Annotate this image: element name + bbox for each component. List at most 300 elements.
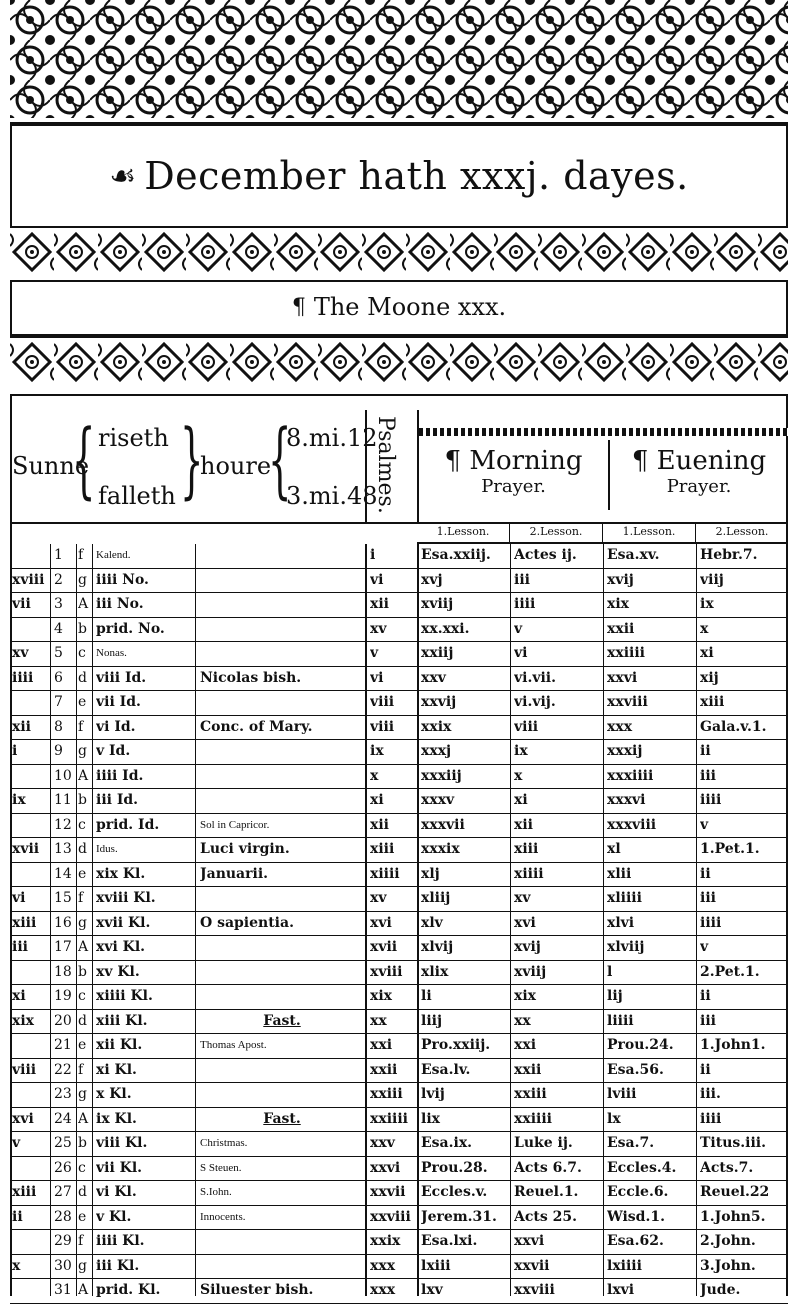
feast-day: Innocents. [200, 1210, 246, 1223]
moon-band [10, 280, 788, 336]
evening-lesson2: iii. [700, 1086, 721, 1102]
golden-number: xvii [12, 841, 40, 857]
morning-lesson1: Pro.xxiij. [421, 1037, 491, 1053]
morning-lesson1: xxxv [421, 792, 455, 808]
morning-lesson2: xx [514, 1012, 531, 1029]
psalm-number: xv [370, 620, 387, 637]
psalm-number: x [370, 767, 379, 784]
dominical-letter: f [78, 1061, 84, 1078]
evening-lesson1: xliiii [607, 890, 642, 906]
dominical-letter: g [78, 914, 87, 931]
table-row [10, 544, 788, 569]
dominical-letter: c [78, 645, 86, 661]
roman-date: xiii Kl. [96, 1012, 148, 1029]
table-row [10, 667, 788, 692]
feast-day: Fast. [263, 1110, 301, 1127]
morning-lesson1: xxvij [421, 694, 457, 710]
roman-date: xvi Kl. [96, 939, 146, 955]
evening-label: Euening [656, 446, 767, 476]
morning-lesson1: xlvij [421, 939, 454, 955]
day-number: 29 [54, 1233, 72, 1249]
morning-lesson1: xxiij [421, 645, 454, 661]
table-row [10, 863, 788, 888]
evening-lesson2: 3.John. [700, 1257, 756, 1274]
table-row [10, 814, 788, 839]
roman-date: xviii Kl. [96, 890, 156, 906]
morning-lesson1: Prou.28. [421, 1159, 488, 1176]
evening-lesson2: 1.Pet.1. [700, 841, 760, 857]
calendar-table [10, 544, 788, 1304]
morning-lesson1: li [421, 988, 432, 1004]
evening-lesson2: Gala.v.1. [700, 718, 767, 735]
psalm-number: xxiii [370, 1086, 403, 1102]
day-number: 14 [54, 865, 72, 882]
roman-date: iii Id. [96, 792, 139, 808]
evening-lesson2: 2.Pet.1. [700, 963, 760, 980]
morning-lesson2: vi.vii. [514, 669, 556, 686]
roman-date: vii Kl. [96, 1159, 143, 1176]
day-number: 2 [54, 571, 63, 588]
table-row [10, 716, 788, 741]
golden-number [12, 691, 50, 715]
morning-prayer-header [419, 410, 608, 522]
feast-day: Conc. of Mary. [200, 718, 313, 735]
feast-day [200, 593, 364, 617]
day-number: 21 [54, 1037, 72, 1053]
day-number: 11 [54, 792, 72, 808]
roman-date: xi Kl. [96, 1061, 137, 1078]
left-brace-icon: { [268, 413, 292, 508]
day-number: 17 [54, 939, 72, 955]
morning-lesson1: xxix [421, 718, 452, 735]
feast-day: Thomas Apost. [200, 1039, 267, 1051]
morning-lesson2: x [514, 767, 523, 784]
psalm-number: xiiii [370, 865, 400, 882]
table-row [10, 1279, 788, 1304]
psalmes-header [367, 410, 419, 522]
golden-number: iiii [12, 669, 34, 686]
roman-date: iii Kl. [96, 1257, 140, 1274]
golden-number [12, 1157, 50, 1181]
evening-lesson1: lxvi [607, 1282, 635, 1298]
roman-date: prid. Id. [96, 816, 160, 833]
dominical-letter: b [78, 792, 87, 808]
morning-lesson1-header: 1.Lesson. [417, 522, 510, 542]
dominical-letter: d [78, 669, 87, 686]
morning-lesson1: Esa.lv. [421, 1061, 471, 1078]
feast-day [200, 1059, 364, 1083]
psalm-number: v [370, 645, 379, 661]
evening-lesson1: Esa.xv. [607, 547, 660, 563]
golden-number: ii [12, 1208, 23, 1225]
morning-lesson1: Esa.lxi. [421, 1233, 478, 1249]
morning-lesson1: xxv [421, 669, 446, 686]
morning-lesson2: xiii [514, 841, 539, 857]
sunne-label: Sunne [12, 452, 90, 480]
psalm-number: xi [370, 792, 384, 808]
evening-lesson2: xiii [700, 694, 725, 710]
evening-lesson1: xlviij [607, 939, 645, 955]
day-number: 26 [54, 1159, 72, 1176]
evening-lesson2: viij [700, 571, 724, 588]
morning-lesson1: lxiii [421, 1257, 451, 1274]
evening-lesson1: lx [607, 1110, 621, 1127]
dominical-letter: f [78, 547, 84, 563]
morning-lesson1: lvij [421, 1086, 445, 1102]
day-number: 23 [54, 1086, 72, 1102]
top-ornament-band [10, 0, 788, 124]
dominical-letter: e [78, 1208, 87, 1225]
golden-number: viii [12, 1061, 37, 1078]
psalm-number: ix [370, 743, 384, 759]
morning-lesson2: xiiii [514, 865, 544, 882]
roman-date: v Kl. [96, 1208, 132, 1225]
dominical-letter: b [78, 963, 87, 980]
morning-lesson1: xvj [421, 571, 443, 588]
evening-lesson2: 2.John. [700, 1233, 756, 1249]
evening-lesson1: xxxij [607, 743, 643, 759]
morning-lesson2: Actes ij. [514, 547, 577, 563]
table-row [10, 789, 788, 814]
moon-text: The Moone xxx. [313, 293, 507, 321]
feast-day [200, 544, 364, 568]
roman-date: xiiii Kl. [96, 988, 153, 1004]
psalm-number: vi [370, 669, 384, 686]
table-row [10, 1132, 788, 1157]
golden-number [12, 1083, 50, 1107]
day-number: 10 [54, 767, 72, 784]
table-row [10, 1083, 788, 1108]
roman-date: iiii No. [96, 571, 149, 588]
evening-lesson1: xl [607, 841, 621, 857]
evening-lesson1: xlii [607, 865, 632, 882]
day-number: 5 [54, 645, 63, 661]
dominical-letter: A [78, 596, 89, 612]
dominical-letter: A [78, 939, 89, 955]
psalm-number: xxx [370, 1257, 396, 1274]
feast-day: S Steuen. [200, 1161, 242, 1174]
dominical-letter: e [78, 865, 87, 882]
roman-date: v Id. [96, 743, 131, 759]
morning-prayer-label: Prayer. [481, 476, 546, 497]
ornament-pattern-icon [10, 0, 788, 122]
morning-lesson1: Jerem.31. [421, 1208, 497, 1225]
roman-date: prid. Kl. [96, 1282, 161, 1298]
golden-number: vii [12, 596, 31, 612]
day-number: 1 [54, 547, 63, 563]
evening-lesson2-header: 2.Lesson. [715, 525, 769, 538]
day-number: 3 [54, 596, 63, 612]
golden-number: xi [12, 988, 26, 1004]
morning-lesson1: xx.xxi. [421, 620, 470, 637]
day-number: 9 [54, 743, 63, 759]
psalm-number: xviii [370, 963, 403, 980]
psalm-number: xvi [370, 914, 392, 931]
feast-day [200, 1083, 364, 1107]
day-number: 19 [54, 988, 72, 1004]
evening-lesson2: iii [700, 767, 716, 784]
roman-date: iiii Kl. [96, 1233, 145, 1249]
morning-lesson2: vi [514, 645, 528, 661]
middle-ornament-band [10, 226, 788, 282]
golden-number [12, 961, 50, 985]
golden-number [12, 1230, 50, 1254]
morning-lesson2: xix [514, 988, 537, 1004]
evening-lesson1: xvij [607, 571, 634, 588]
morning-lesson2: xi [514, 792, 528, 808]
golden-number: xv [12, 645, 29, 661]
roman-date: Nonas. [96, 647, 127, 659]
golden-number: vi [12, 890, 26, 906]
morning-lesson2: xvi [514, 914, 536, 931]
roman-date: vi Kl. [96, 1184, 137, 1200]
table-row [10, 936, 788, 961]
golden-number: ix [12, 792, 26, 808]
evening-lesson1: xxx [607, 718, 633, 735]
feast-day [200, 569, 364, 593]
morning-lesson2: Reuel.1. [514, 1184, 579, 1200]
evening-lesson1: xxxiiii [607, 767, 654, 784]
feast-day [200, 887, 364, 911]
golden-number [12, 863, 50, 887]
golden-number [12, 1279, 50, 1303]
day-number: 24 [54, 1110, 72, 1127]
table-row [10, 593, 788, 618]
evening-lesson2: v [700, 939, 709, 955]
table-row [10, 1108, 788, 1133]
golden-number: iii [12, 939, 28, 955]
evening-lesson1: Eccles.4. [607, 1159, 677, 1176]
morning-lesson1: lxv [421, 1282, 443, 1298]
psalm-number: xii [370, 596, 389, 612]
table-row [10, 838, 788, 863]
psalm-number: xiii [370, 841, 395, 857]
dominical-letter: e [78, 1037, 87, 1053]
evening-lesson2: ii [700, 1061, 711, 1078]
evening-lesson1: Esa.56. [607, 1061, 664, 1078]
day-number: 25 [54, 1135, 72, 1151]
evening-lesson2: ii [700, 743, 711, 759]
morning-label: Morning [469, 446, 583, 476]
evening-lesson2: x [700, 620, 709, 637]
dominical-letter: f [78, 890, 84, 906]
roman-date: vi Id. [96, 718, 136, 735]
psalm-number: xx [370, 1012, 387, 1029]
evening-lesson2: Hebr.7. [700, 547, 758, 563]
dominical-letter: f [78, 1233, 84, 1249]
feast-day [200, 765, 364, 789]
table-row [10, 618, 788, 643]
golden-number: xiii [12, 1184, 37, 1200]
evening-lesson1: xxviii [607, 694, 648, 710]
evening-lesson2: ii [700, 865, 711, 882]
day-number: 27 [54, 1184, 72, 1200]
lower-ornament-band [10, 336, 788, 396]
evening-lesson1: Prou.24. [607, 1037, 674, 1053]
feast-day [200, 961, 364, 985]
evening-lesson1: Esa.62. [607, 1233, 664, 1249]
morning-lesson2: v [514, 620, 523, 637]
evening-lesson2: ix [700, 596, 714, 612]
ornament-pattern-icon [10, 338, 788, 394]
feast-day: Sol in Capricor. [200, 818, 270, 831]
lesson-subheaders [417, 522, 788, 544]
golden-number: x [12, 1257, 21, 1274]
morning-lesson1: xlv [421, 914, 443, 931]
psalm-number: xxii [370, 1061, 398, 1078]
evening-lesson1-header: 1.Lesson. [603, 522, 696, 542]
table-row [10, 1181, 788, 1206]
psalmes-label: Psalmes. [373, 416, 398, 514]
roman-date: prid. No. [96, 620, 165, 637]
evening-lesson2: Reuel.22 [700, 1184, 770, 1200]
morning-lesson1: xliij [421, 890, 451, 906]
table-row [10, 642, 788, 667]
dominical-letter: e [78, 694, 87, 710]
psalm-number: xxviii [370, 1208, 411, 1225]
evening-lesson1: Wisd.1. [607, 1208, 665, 1225]
golden-number: i [12, 743, 18, 759]
day-number: 12 [54, 816, 72, 833]
dominical-letter: d [78, 1012, 87, 1029]
evening-lesson1: xxiiii [607, 645, 645, 661]
morning-lesson1: Esa.xxiij. [421, 547, 491, 563]
morning-lesson1: Eccles.v. [421, 1184, 488, 1200]
morning-lesson2: ix [514, 743, 528, 759]
evening-lesson1: Eccle.6. [607, 1184, 669, 1200]
table-row [10, 1255, 788, 1280]
golden-number: xix [12, 1012, 35, 1029]
golden-number: xvi [12, 1110, 34, 1127]
evening-lesson1: lij [607, 988, 623, 1004]
evening-lesson2: 1.John1. [700, 1037, 766, 1053]
month-title: December hath xxxj. dayes. [144, 154, 689, 198]
evening-lesson2: iii [700, 1012, 716, 1029]
right-brace-icon: } [180, 413, 204, 508]
sun-header-block [10, 410, 788, 524]
roman-date: iiii Id. [96, 767, 144, 784]
fall-time: 3.mi.48 [286, 482, 378, 510]
day-number: 18 [54, 963, 72, 980]
evening-lesson2: ii [700, 988, 711, 1004]
evening-lesson2: xi [700, 645, 714, 661]
table-row [10, 765, 788, 790]
pilcrow-icon: ¶ [444, 446, 470, 476]
evening-lesson1: Esa.7. [607, 1135, 655, 1151]
roman-date: xvii Kl. [96, 914, 151, 931]
morning-lesson1: xlix [421, 963, 449, 980]
table-row [10, 691, 788, 716]
evening-lesson2: Acts.7. [700, 1159, 754, 1176]
sun-times [10, 410, 378, 522]
feast-day: Christmas. [200, 1137, 248, 1149]
evening-lesson2: Titus.iii. [700, 1135, 766, 1151]
morning-lesson1: xxxiij [421, 767, 462, 784]
psalm-number: xxx [370, 1282, 396, 1298]
psalm-number: xxv [370, 1135, 395, 1151]
morning-lesson1: xlj [421, 865, 440, 882]
feast-day [200, 1255, 364, 1279]
evening-lesson1: xix [607, 596, 630, 612]
roman-date: xv Kl. [96, 963, 140, 980]
evening-lesson1: xxii [607, 620, 635, 637]
roman-date: iii No. [96, 596, 144, 612]
psalm-number: xvii [370, 939, 398, 955]
dominical-letter: A [78, 767, 89, 784]
evening-lesson2: iii [700, 890, 716, 906]
day-number: 8 [54, 718, 63, 735]
table-row [10, 569, 788, 594]
evening-lesson2: v [700, 816, 709, 833]
morning-lesson2: viii [514, 718, 539, 735]
morning-lesson2: xxiiii [514, 1110, 552, 1127]
feast-day [200, 740, 364, 764]
golden-number: xviii [12, 571, 45, 588]
table-row [10, 985, 788, 1010]
morning-lesson2: xii [514, 816, 533, 833]
psalm-number: xxiiii [370, 1110, 408, 1127]
morning-lesson2: Acts 25. [514, 1208, 577, 1225]
feast-day [200, 618, 364, 642]
table-row [10, 961, 788, 986]
evening-lesson1: xlvi [607, 914, 635, 931]
roman-date: Kalend. [96, 549, 131, 561]
golden-number [12, 618, 50, 642]
dominical-letter: d [78, 841, 87, 857]
dominical-letter: b [78, 620, 87, 637]
psalm-number: xix [370, 988, 393, 1004]
feast-day: S.Iohn. [200, 1186, 232, 1198]
morning-lesson2: xv [514, 890, 531, 906]
evening-lesson1: l [607, 963, 613, 980]
roman-date: viii Id. [96, 669, 147, 686]
dominical-letter: c [78, 988, 86, 1004]
morning-lesson1: xviij [421, 596, 454, 612]
evening-lesson1: lviii [607, 1086, 637, 1102]
morning-lesson2: Luke ij. [514, 1135, 573, 1151]
psalm-number: xii [370, 816, 389, 833]
month-title-band [10, 124, 788, 228]
feast-day: O sapientia. [200, 914, 294, 931]
day-number: 20 [54, 1012, 72, 1029]
table-row [10, 1059, 788, 1084]
morning-lesson1: liij [421, 1012, 443, 1029]
golden-number [12, 544, 50, 568]
dominical-letter: g [78, 571, 87, 588]
day-number: 30 [54, 1257, 72, 1274]
day-number: 28 [54, 1208, 72, 1225]
morning-lesson2: xviij [514, 963, 547, 980]
golden-number [12, 814, 50, 838]
dominical-letter: c [78, 816, 86, 833]
dominical-letter: f [78, 718, 84, 735]
day-number: 22 [54, 1061, 72, 1078]
dominical-letter: d [78, 1184, 87, 1200]
day-number: 15 [54, 890, 72, 906]
pilcrow-icon: ¶ [631, 446, 657, 476]
psalm-number: vi [370, 571, 384, 588]
feast-day [200, 1230, 364, 1254]
morning-lesson2: xxi [514, 1037, 537, 1053]
morning-lesson1: xxxj [421, 743, 452, 759]
day-number: 31 [54, 1282, 72, 1298]
golden-number: v [12, 1135, 21, 1151]
golden-number [12, 765, 50, 789]
ornament-pattern-icon [10, 228, 788, 280]
morning-lesson2: xvij [514, 939, 541, 955]
roman-date: xix Kl. [96, 865, 146, 882]
psalm-number: xxix [370, 1233, 401, 1249]
